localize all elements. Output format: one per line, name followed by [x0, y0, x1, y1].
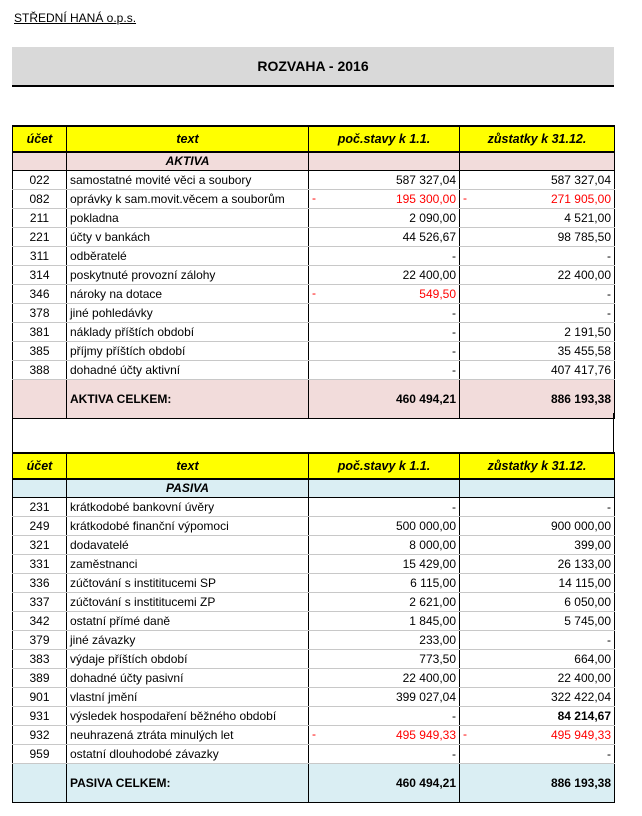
account-description	[67, 498, 309, 517]
amount-start	[309, 361, 460, 380]
table-row	[13, 688, 615, 707]
account-description	[67, 688, 309, 707]
account-number-value: 231	[29, 499, 50, 514]
aktiva-section-label: AKTIVA	[67, 152, 309, 171]
amount-end-value: 84 214,67	[557, 708, 611, 723]
amount-start	[309, 745, 460, 764]
amount-start-value: 22 400,00	[402, 670, 456, 685]
account-number	[13, 323, 67, 342]
account-description	[67, 555, 309, 574]
amount-end	[460, 228, 615, 247]
account-description-value: účty v bankách	[70, 229, 151, 244]
amount-end-value: 22 400,00	[557, 267, 611, 282]
account-number	[13, 228, 67, 247]
account-description-value: nároky na dotace	[70, 286, 163, 301]
amount-start	[309, 593, 460, 612]
amount-start-value: -	[452, 746, 456, 761]
account-number-value: 249	[29, 518, 50, 533]
amount-start	[309, 285, 460, 304]
account-description	[67, 707, 309, 726]
amount-start-value: 22 400,00	[402, 267, 456, 282]
account-description-value: příjmy příštích období	[70, 343, 186, 358]
account-number	[13, 171, 67, 190]
negative-sign: -	[463, 191, 467, 205]
account-number-value: 901	[29, 689, 50, 704]
account-description-value: zúčtování s instititucemi ZP	[70, 594, 216, 609]
account-description-value: poskytnuté provozní zálohy	[70, 267, 216, 282]
account-number	[13, 688, 67, 707]
account-description-value: náklady příštích období	[70, 324, 195, 339]
amount-end	[460, 498, 615, 517]
amount-end	[460, 745, 615, 764]
amount-end-value: -	[607, 305, 611, 320]
amount-end-value: 98 785,50	[557, 229, 611, 244]
amount-start	[309, 228, 460, 247]
amount-end	[460, 669, 615, 688]
pasiva-total-label: PASIVA CELKEM:	[67, 764, 309, 803]
account-description	[67, 190, 309, 209]
table-row	[13, 361, 615, 380]
account-number	[13, 266, 67, 285]
amount-start-value: -	[452, 248, 456, 263]
account-number-value: 331	[29, 556, 50, 571]
amount-end-value: 495 949,33	[550, 727, 611, 742]
amount-start-value: 1 845,00	[409, 613, 456, 628]
amount-end-value: 322 422,04	[550, 689, 611, 704]
pasiva-total-start: 460 494,21	[309, 764, 460, 803]
report-title-band	[12, 47, 614, 87]
account-description-value: samostatné movité věci a soubory	[70, 172, 252, 187]
account-description-value: oprávky k sam.movit.věcem a souborům	[70, 191, 285, 206]
amount-end-value: -	[607, 632, 611, 647]
account-description-value: výdaje příštích období	[70, 651, 188, 666]
account-number	[13, 650, 67, 669]
table-row	[13, 517, 615, 536]
aktiva-header-row	[13, 126, 615, 152]
report-title: ROZVAHA - 2016	[257, 58, 369, 74]
account-number-value: 211	[29, 210, 50, 225]
account-number-value: 321	[29, 537, 50, 552]
amount-start	[309, 707, 460, 726]
table-row	[13, 342, 615, 361]
account-description	[67, 612, 309, 631]
column-header-start: poč.stavy k 1.1.	[309, 126, 460, 152]
aktiva-total-end: 886 193,38	[460, 380, 615, 419]
account-number-value: 389	[29, 670, 50, 685]
amount-start-value: 195 300,00	[395, 191, 456, 206]
account-number-value: 337	[29, 594, 50, 609]
amount-end	[460, 574, 615, 593]
amount-start-value: -	[452, 708, 456, 723]
account-description	[67, 323, 309, 342]
column-header-account: účet	[13, 126, 67, 152]
table-row	[13, 171, 615, 190]
account-description	[67, 266, 309, 285]
account-description	[67, 536, 309, 555]
amount-start	[309, 726, 460, 745]
amount-end-value: 399,00	[574, 537, 611, 552]
amount-end-value: 35 455,58	[557, 343, 611, 358]
table-row	[13, 574, 615, 593]
account-description	[67, 650, 309, 669]
negative-sign: -	[312, 286, 316, 300]
column-header-end: zůstatky k 31.12.	[460, 126, 615, 152]
account-description	[67, 745, 309, 764]
table-row	[13, 266, 615, 285]
amount-start-value: 399 027,04	[395, 689, 456, 704]
account-number	[13, 745, 67, 764]
amount-start	[309, 323, 460, 342]
column-header-text: text	[67, 453, 309, 479]
account-number	[13, 612, 67, 631]
table-row	[13, 228, 615, 247]
account-number-value: 381	[29, 324, 50, 339]
account-description	[67, 285, 309, 304]
account-number	[13, 593, 67, 612]
account-number	[13, 669, 67, 688]
amount-end	[460, 517, 615, 536]
account-description	[67, 574, 309, 593]
amount-end	[460, 304, 615, 323]
amount-start-value: 773,50	[419, 651, 456, 666]
amount-start-value: -	[452, 362, 456, 377]
account-number-value: 022	[29, 172, 50, 187]
account-description-value: krátkodobé bankovní úvěry	[70, 499, 215, 514]
table-row	[13, 304, 615, 323]
aktiva-table	[12, 125, 615, 419]
amount-start	[309, 190, 460, 209]
account-number	[13, 555, 67, 574]
table-row	[13, 285, 615, 304]
account-number-value: 388	[29, 362, 50, 377]
account-number-value: 378	[29, 305, 50, 320]
account-number-value: 379	[29, 632, 50, 647]
amount-start	[309, 171, 460, 190]
amount-start	[309, 555, 460, 574]
amount-start	[309, 688, 460, 707]
amount-end	[460, 707, 615, 726]
table-row	[13, 498, 615, 517]
table-row	[13, 707, 615, 726]
amount-start	[309, 498, 460, 517]
account-number-value: 336	[29, 575, 50, 590]
amount-start-value: 495 949,33	[395, 727, 456, 742]
amount-start	[309, 517, 460, 536]
amount-end-value: 271 905,00	[550, 191, 611, 206]
amount-end	[460, 171, 615, 190]
table-row	[13, 555, 615, 574]
amount-start-value: -	[452, 305, 456, 320]
amount-end-value: -	[607, 499, 611, 514]
account-number	[13, 631, 67, 650]
negative-sign: -	[463, 727, 467, 741]
table-row	[13, 726, 615, 745]
account-number	[13, 536, 67, 555]
account-description	[67, 631, 309, 650]
account-number-value: 346	[29, 286, 50, 301]
account-description-value: výsledek hospodaření běžného období	[70, 708, 277, 723]
account-number	[13, 517, 67, 536]
account-number-value: 931	[29, 708, 50, 723]
account-description	[67, 726, 309, 745]
column-header-end: zůstatky k 31.12.	[460, 453, 615, 479]
amount-end	[460, 190, 615, 209]
account-number-value: 342	[29, 613, 50, 628]
amount-start-value: -	[452, 499, 456, 514]
negative-sign: -	[312, 727, 316, 741]
amount-start-value: 2 090,00	[409, 210, 456, 225]
account-description-value: ostatní dlouhodobé závazky	[70, 746, 219, 761]
amount-end	[460, 266, 615, 285]
account-number-value: 932	[29, 727, 50, 742]
amount-start-value: -	[452, 343, 456, 358]
pasiva-total-row	[13, 764, 615, 803]
account-description	[67, 342, 309, 361]
account-number	[13, 726, 67, 745]
account-number	[13, 190, 67, 209]
account-number-value: 385	[29, 343, 50, 358]
account-number-value: 959	[29, 746, 50, 761]
amount-start	[309, 266, 460, 285]
amount-end-value: 26 133,00	[557, 556, 611, 571]
amount-end	[460, 342, 615, 361]
amount-start	[309, 209, 460, 228]
account-description	[67, 209, 309, 228]
aktiva-section-row	[13, 152, 615, 171]
account-description-value: zúčtování s instititucemi SP	[70, 575, 217, 590]
account-description-value: neuhrazená ztráta minulých let	[70, 727, 234, 742]
account-number	[13, 209, 67, 228]
amount-end	[460, 285, 615, 304]
amount-start	[309, 631, 460, 650]
table-row	[13, 612, 615, 631]
account-description	[67, 593, 309, 612]
account-number-value: 221	[29, 229, 50, 244]
amount-start	[309, 669, 460, 688]
pasiva-total-end: 886 193,38	[460, 764, 615, 803]
aktiva-total-label: AKTIVA CELKEM:	[67, 380, 309, 419]
aktiva-total-start: 460 494,21	[309, 380, 460, 419]
account-number	[13, 498, 67, 517]
pasiva-table	[12, 452, 615, 803]
account-description	[67, 517, 309, 536]
amount-start-value: 44 526,67	[402, 229, 456, 244]
table-row	[13, 669, 615, 688]
account-number-value: 314	[29, 267, 50, 282]
column-header-text: text	[67, 126, 309, 152]
amount-end	[460, 209, 615, 228]
amount-start	[309, 536, 460, 555]
account-number-value: 311	[29, 248, 50, 263]
amount-end-value: -	[607, 746, 611, 761]
amount-start	[309, 650, 460, 669]
account-description	[67, 304, 309, 323]
amount-end-value: 4 521,00	[564, 210, 611, 225]
pasiva-section-label: PASIVA	[67, 479, 309, 498]
amount-start-value: 8 000,00	[409, 537, 456, 552]
pasiva-header-row	[13, 453, 615, 479]
amount-start	[309, 574, 460, 593]
amount-end	[460, 726, 615, 745]
amount-end-value: 2 191,50	[564, 324, 611, 339]
amount-end	[460, 536, 615, 555]
amount-start-value: 2 621,00	[409, 594, 456, 609]
table-row	[13, 323, 615, 342]
amount-end-value: 664,00	[574, 651, 611, 666]
amount-end-value: 407 417,76	[550, 362, 611, 377]
amount-start	[309, 304, 460, 323]
amount-end-value: 900 000,00	[550, 518, 611, 533]
account-number	[13, 285, 67, 304]
organization-name: STŘEDNÍ HANÁ o.p.s.	[14, 11, 137, 25]
account-description-value: zaměstnanci	[70, 556, 138, 571]
negative-sign: -	[312, 191, 316, 205]
account-number-value: 082	[29, 191, 50, 206]
account-description	[67, 669, 309, 688]
amount-start	[309, 247, 460, 266]
amount-start-value: 500 000,00	[395, 518, 456, 533]
amount-end-value: 14 115,00	[558, 575, 611, 590]
account-description-value: dodavatelé	[70, 537, 129, 552]
account-description-value: ostatní přímé daně	[70, 613, 171, 628]
table-row	[13, 209, 615, 228]
table-row	[13, 631, 615, 650]
amount-end	[460, 361, 615, 380]
account-number	[13, 247, 67, 266]
account-description	[67, 247, 309, 266]
table-row	[13, 190, 615, 209]
amount-end-value: 5 745,00	[564, 613, 611, 628]
account-description-value: jiné pohledávky	[70, 305, 153, 320]
amount-end-value: -	[607, 286, 611, 301]
amount-end-value: 22 400,00	[557, 670, 611, 685]
account-number	[13, 574, 67, 593]
section-spacer	[12, 413, 614, 452]
amount-start-value: 233,00	[419, 632, 456, 647]
amount-end-value: 587 327,04	[550, 172, 611, 187]
account-description-value: vlastní jmění	[70, 689, 138, 704]
account-description-value: krátkodobé finanční výpomoci	[70, 518, 229, 533]
amount-start-value: 6 115,00	[410, 575, 456, 590]
amount-start-value: -	[452, 324, 456, 339]
account-description	[67, 228, 309, 247]
account-number-value: 383	[29, 651, 50, 666]
amount-start-value: 587 327,04	[395, 172, 456, 187]
account-description-value: odběratelé	[70, 248, 127, 263]
account-description-value: pokladna	[70, 210, 119, 225]
amount-end	[460, 631, 615, 650]
amount-start-value: 549,50	[419, 286, 456, 301]
account-description	[67, 171, 309, 190]
table-row	[13, 536, 615, 555]
table-row	[13, 247, 615, 266]
amount-start	[309, 612, 460, 631]
column-header-account: účet	[13, 453, 67, 479]
amount-end	[460, 593, 615, 612]
column-header-start: poč.stavy k 1.1.	[309, 453, 460, 479]
amount-end	[460, 555, 615, 574]
account-description	[67, 361, 309, 380]
table-row	[13, 745, 615, 764]
account-description-value: dohadné účty aktivní	[70, 362, 181, 377]
account-number	[13, 342, 67, 361]
table-row	[13, 593, 615, 612]
pasiva-section-row	[13, 479, 615, 498]
account-number	[13, 707, 67, 726]
amount-end-value: -	[607, 248, 611, 263]
amount-end	[460, 323, 615, 342]
amount-start	[309, 342, 460, 361]
amount-end	[460, 612, 615, 631]
amount-end	[460, 650, 615, 669]
account-description-value: jiné závazky	[70, 632, 136, 647]
account-description-value: dohadné účty pasivní	[70, 670, 184, 685]
amount-end	[460, 247, 615, 266]
amount-start-value: 15 429,00	[402, 556, 456, 571]
table-row	[13, 650, 615, 669]
account-number	[13, 304, 67, 323]
amount-end	[460, 688, 615, 707]
account-number	[13, 361, 67, 380]
amount-end-value: 6 050,00	[564, 594, 611, 609]
